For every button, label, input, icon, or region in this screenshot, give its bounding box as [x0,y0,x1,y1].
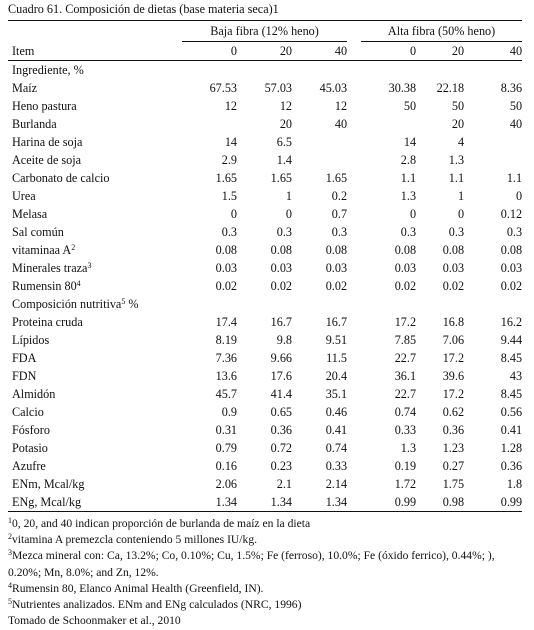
value-cell: 0.02 [215,279,237,293]
value-cell: 12 [279,99,292,113]
table-row [8,115,522,133]
value-cell: 0.03 [325,261,348,275]
value-cell: 17.2 [442,387,465,401]
value-cell: 9.51 [325,333,348,347]
value-cell: 4 [457,135,465,149]
value-cell: 0.74 [325,441,348,455]
row-label: Urea [12,189,36,203]
value-cell: 0.03 [270,261,292,275]
column-gap [347,223,361,241]
value-cell: 17.6 [270,369,292,383]
value-cell: 1 [285,189,292,203]
value-cell: 0.03 [215,261,237,275]
column-gap [347,61,361,80]
value-cell: 0.16 [215,459,237,473]
value-cell [292,151,347,169]
value-cell: 8.45 [500,387,523,401]
value-cell: 36.1 [394,369,417,383]
value-cell: 1.65 [270,171,292,185]
column-gap [347,115,361,133]
table-row [8,133,522,151]
value-cell: 22.7 [394,387,417,401]
footnote-3: $^3$Mezca mineral con: Ca, 13.2%; Co, 0.10%; Cu, 1.5%; Fe (ferroso), 10.0%; Fe (óxido ferrico), 0.44%; ), 0.20%; Mn, 8.0%; and Zn, 12%. [8,548,495,579]
value-cell [464,295,522,313]
value-cell: 0.03 [442,261,465,275]
value-cell [361,115,416,133]
value-cell: 16.7 [270,315,292,329]
value-cell: 1.75 [442,477,465,491]
value-cell: 20 [451,117,465,131]
value-cell: 20 [279,117,292,131]
value-cell: 0.9 [221,405,237,419]
footnotes [8,516,528,629]
value-cell: 2.06 [215,477,237,491]
value-cell: 0 [409,207,417,221]
value-cell: 0.3 [506,225,523,239]
table-row [8,493,522,512]
value-cell: 0.08 [394,243,417,257]
value-cell: 1.34 [237,493,292,512]
value-cell: 0.2 [331,189,348,203]
value-cell: 0.79 [215,441,237,455]
level-header: 40 [292,42,347,61]
row-label: ENm, Mcal/kg [12,477,85,491]
value-cell: 9.44 [500,333,523,347]
value-cell: 0.33 [394,423,417,437]
level-header: 0 [361,42,416,61]
value-cell: 67.53 [209,81,237,95]
value-cell: 12 [334,99,348,113]
value-cell: 0.36 [270,423,292,437]
value-cell: 14 [224,135,237,149]
column-gap [347,241,361,259]
value-cell: 0.31 [215,423,237,437]
value-cell: 43 [509,369,523,383]
row-label: Rumensin $80^4$ [12,279,81,293]
value-cell: 0.08 [325,243,348,257]
value-cell [292,133,347,151]
value-cell: 13.6 [215,369,237,383]
row-label: Proteina cruda [12,315,83,329]
row-label: Melasa [12,207,48,221]
level-header: 0 [182,42,237,61]
footnote-2: $^2$vitamina A premezcla conteniendo 5 millones IU/kg. [8,532,258,547]
row-label: Azufre [12,459,46,473]
column-gap [347,439,361,457]
diet-composition-table [8,20,522,512]
value-cell: 0.03 [500,261,523,275]
value-cell: 50 [403,99,417,113]
value-cell: 7.36 [215,351,237,365]
value-cell: 1 [457,189,465,203]
value-cell: 1.34 [182,493,237,512]
value-cell: 57.03 [264,81,292,95]
value-cell: 1.8 [506,477,523,491]
value-cell [361,295,416,313]
column-gap [347,295,361,313]
column-gap [347,187,361,205]
row-label: Almidón [12,387,56,401]
table-row [8,97,522,115]
column-gap [347,151,361,169]
value-cell: 16.2 [500,315,523,329]
column-gap [347,331,361,349]
value-cell: 16.7 [325,315,348,329]
value-cell: 0.02 [270,279,292,293]
level-header: 40 [464,42,522,61]
value-cell: 8.45 [500,351,523,365]
value-cell: 0.12 [500,207,523,221]
column-gap [347,97,361,115]
value-cell: 0.03 [394,261,417,275]
value-cell: 0.41 [325,423,348,437]
table-row [8,385,522,403]
value-cell: 2.1 [276,477,292,491]
row-label: Calcio [12,405,44,419]
row-label: Fósforo [12,423,50,437]
group-header-baja-fibra: Baja fibra (12% heno) [182,21,347,42]
value-cell: 0 [285,207,292,221]
value-cell: 50 [509,99,523,113]
value-cell: 14 [403,135,417,149]
value-cell: 0.02 [500,279,523,293]
value-cell: 0.56 [500,405,523,419]
value-cell: 0.65 [270,405,292,419]
value-cell: 22.18 [436,81,465,95]
row-label: Lípidos [12,333,50,347]
table-row [8,79,522,97]
column-gap [347,277,361,295]
value-cell: 17.4 [215,315,237,329]
column-gap [347,205,361,223]
table-row [8,403,522,421]
table-row [8,187,522,205]
row-label: Heno pastura [12,99,77,113]
row-label: ENg, Mcal/kg [8,493,182,512]
row-label: FDN [12,369,37,383]
level-header: 20 [237,42,292,61]
row-label: Carbonato de calcio [12,171,110,185]
value-cell: 35.1 [325,387,348,401]
table-row [8,295,522,313]
value-cell: 0.02 [325,279,348,293]
table-row [8,475,522,493]
value-cell: 1.5 [221,189,237,203]
value-cell: 1.23 [442,441,465,455]
column-gap [347,259,361,277]
value-cell: 1.65 [215,171,237,185]
column-gap [347,493,361,512]
value-cell: 0.62 [442,405,465,419]
value-cell: 1.1 [448,171,465,185]
row-label: Potasio [12,441,48,455]
value-cell: 0.02 [394,279,417,293]
value-cell: 0.41 [500,423,523,437]
level-header: 20 [416,42,464,61]
value-cell: 0.33 [325,459,348,473]
value-cell: 0.3 [221,225,237,239]
value-cell: 45.03 [319,81,348,95]
value-cell: 1.34 [292,493,347,512]
value-cell [182,115,237,133]
value-cell: 2.14 [325,477,348,491]
column-gap [347,367,361,385]
row-label: Burlanda [12,117,57,131]
value-cell: 0.98 [416,493,464,512]
value-cell: 20.4 [325,369,348,383]
value-cell: 1.3 [448,153,465,167]
value-cell: 0.27 [442,459,465,473]
column-gap [347,403,361,421]
table-row [8,205,522,223]
value-cell: 9.8 [276,333,292,347]
table-row [8,367,522,385]
value-cell: 30.38 [388,81,417,95]
table-row [8,331,522,349]
value-cell: 1.1 [506,171,523,185]
value-cell: 0.3 [331,225,348,239]
column-gap [347,349,361,367]
value-cell: 0.08 [500,243,523,257]
value-cell: 0 [457,207,465,221]
header-level-row [8,42,522,61]
value-cell: 45.7 [215,387,237,401]
value-cell: 0.23 [270,459,292,473]
value-cell: 0.02 [442,279,465,293]
table-row [8,313,522,331]
table-row [8,349,522,367]
table-row [8,151,522,169]
value-cell: 1.28 [500,441,523,455]
value-cell: 1.72 [394,477,417,491]
column-gap [347,169,361,187]
value-cell: 39.6 [442,369,465,383]
value-cell: 0.3 [448,225,465,239]
footnote-4: $^4$Rumensin 80, Elanco Animal Health (Greenfield, IN). [8,580,264,595]
value-cell: 0 [515,189,523,203]
item-column-header: Item [8,42,182,61]
value-cell [464,133,522,151]
value-cell: 0.99 [464,493,522,512]
value-cell: 9.66 [270,351,292,365]
value-cell [292,61,347,80]
value-cell: 11.5 [326,351,348,365]
value-cell [182,61,237,80]
value-cell: 0.36 [500,459,523,473]
value-cell [416,61,464,80]
column-gap [347,457,361,475]
table-row [8,277,522,295]
value-cell: 1.3 [400,441,417,455]
row-label: Composición nutritiva$^5$ % [12,297,139,311]
value-cell: 1.3 [400,189,417,203]
value-cell: 22.7 [394,351,417,365]
value-cell: 50 [451,99,465,113]
table-row [8,61,522,80]
value-cell: 0.08 [442,243,465,257]
table-row [8,241,522,259]
footnote-5: $^5$Nutrientes analizados. ENm and ENg calculados (NRC, 1996) [8,597,302,612]
value-cell [416,295,464,313]
row-label: vitaminaa $A^2$ [12,243,76,257]
value-cell: 16.8 [442,315,465,329]
table-row [8,169,522,187]
value-cell: 0.08 [215,243,237,257]
value-cell: 0.36 [442,423,465,437]
value-cell: 8.36 [500,81,523,95]
row-label: Maíz [12,81,38,95]
value-cell [464,151,522,169]
row-label: Ingrediente, % [12,63,84,77]
value-cell: 0.3 [276,225,292,239]
row-label: Harina de soja [12,135,83,149]
table-row [8,223,522,241]
row-label: Sal común [12,225,64,239]
value-cell [361,61,416,80]
row-label: FDA [12,351,37,365]
value-cell [237,295,292,313]
value-cell: 0 [230,207,237,221]
row-label: Aceite de soja [12,153,82,167]
value-cell: 0.08 [270,243,292,257]
column-gap [347,475,361,493]
value-cell: 40 [334,117,348,131]
value-cell: 0.7 [331,207,348,221]
value-cell [464,61,522,80]
value-cell: 12 [224,99,237,113]
table-caption: Cuadro 61. Composición de dietas (base materia seca)1 [8,2,279,16]
value-cell: 40 [509,117,523,131]
table-row [8,259,522,277]
value-cell: 1.4 [276,153,292,167]
group-header-alta-fibra: Alta fibra (50% heno) [361,21,522,42]
value-cell: 0.3 [400,225,417,239]
value-cell: 1.65 [325,171,348,185]
value-cell [182,295,237,313]
value-cell: 0.74 [394,405,417,419]
value-cell: 7.06 [442,333,465,347]
value-cell: 2.8 [400,153,417,167]
value-cell: 0.46 [325,405,348,419]
column-gap [347,385,361,403]
column-gap [347,421,361,439]
source-note: Tomado de Schoonmaker et al., 2010 [8,614,181,628]
value-cell: 6.5 [276,135,292,149]
value-cell: 8.19 [215,333,237,347]
row-label: Minerales traza$^3$ [12,261,92,275]
value-cell: 17.2 [442,351,465,365]
header-group-row [8,21,522,43]
column-gap [347,133,361,151]
value-cell [292,295,347,313]
value-cell: 0.72 [270,441,292,455]
value-cell: 0.19 [394,459,417,473]
value-cell: 7.85 [394,333,417,347]
table-row [8,439,522,457]
footnote-1: $^1$0, 20, and 40 indican proporción de burlanda de maíz en la dieta [8,516,311,530]
table-row [8,421,522,439]
value-cell [237,61,292,80]
column-gap [347,313,361,331]
column-gap [347,79,361,97]
value-cell: 1.1 [400,171,417,185]
value-cell: 17.2 [394,315,417,329]
value-cell: 2.9 [221,153,237,167]
table-row [8,457,522,475]
value-cell: 41.4 [270,387,292,401]
value-cell: 0.99 [361,493,416,512]
